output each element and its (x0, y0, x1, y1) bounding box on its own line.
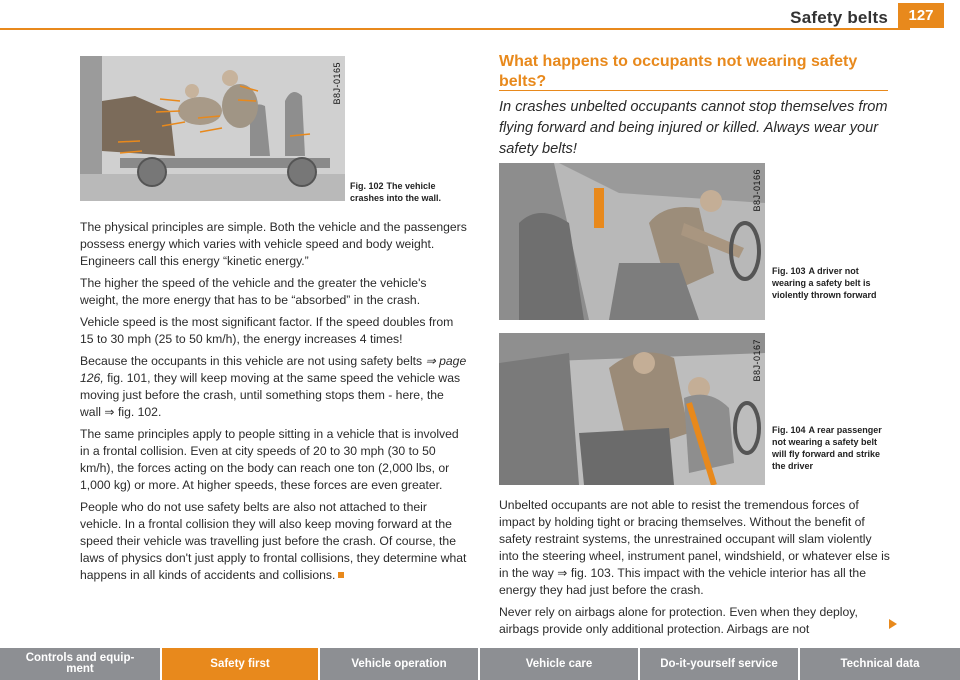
right-column (499, 497, 890, 643)
figure-104-caption (772, 424, 890, 472)
nav-tab-controls[interactable]: Controls and equip- ment (0, 648, 162, 680)
header-rule (0, 28, 910, 30)
unbelted-rear-passenger-illustration (499, 333, 765, 485)
paragraph (80, 499, 467, 584)
nav-tab-technical-data[interactable]: Technical data (800, 648, 960, 680)
paragraph: The higher the speed of the vehicle and the greater the vehicle's weight, the more energy that has to be “absorbed” in the crash. (80, 276, 427, 307)
figure-code: B8J-0166 (752, 169, 762, 212)
page-reference-link[interactable]: ⇒ page 126, (80, 354, 467, 385)
figure-102 (80, 56, 345, 201)
figure-103 (499, 163, 765, 320)
nav-tab-vehicle-care[interactable]: Vehicle care (480, 648, 640, 680)
caption-number: Fig. 103 (772, 266, 806, 276)
page-number: 127 (898, 3, 944, 28)
left-column (80, 219, 467, 589)
paragraph: Never rely on airbags alone for protection. Even when they deploy, airbags provide only additional protection. Airbags are not (499, 605, 858, 636)
caption-text: The vehicle crashes into the wall. (350, 181, 442, 203)
section-intro: In crashes unbelted occupants cannot stop themselves from flying forward and being injured or killed. Always wear your safety belts! (499, 99, 888, 157)
vehicle-crash-illustration (80, 56, 345, 201)
section-rule (499, 90, 888, 91)
caption-text: A driver not wearing a safety belt is violently thrown forward (772, 266, 877, 300)
paragraph: Vehicle speed is the most significant factor. If the speed doubles from 15 to 30 mph (25 to 50 km/h), the energy increases 4 times! (80, 315, 454, 346)
figure-code: B8J-0167 (752, 339, 762, 382)
paragraph-text: fig. 101, they will keep moving at the same speed the vehicle was moving just before the crash, until something stops them - here, the wall ⇒ fig. 102. (80, 371, 461, 419)
caption-number: Fig. 104 (772, 425, 806, 435)
figure-104 (499, 333, 765, 485)
paragraph (80, 353, 467, 421)
chapter-title: Safety belts (790, 8, 888, 27)
nav-tab-safety-first[interactable]: Safety first (162, 648, 320, 680)
figure-103-caption (772, 265, 890, 301)
unbelted-driver-illustration (499, 163, 765, 320)
figure-102-caption (350, 180, 465, 204)
paragraph: The same principles apply to people sitting in a vehicle that is involved in a frontal collision. Even at city speeds of 20 to 30 mph (30 to 50 km/h), the forces acting on the body can reach one ton (2,000 lbs, or 1,000 kg) or more. At higher speeds, these forces are even greater. (80, 427, 459, 492)
paragraph: Unbelted occupants are not able to resist the tremendous forces of impact by holding tight or bracing themselves. Without the benefit of safety restraint systems, the unrestrained occupant will slam violently into the steering wheel, instrument panel, windshield, or whatever else is in the way ⇒ fig. 103. This impact with the vehicle interior has all the energy they had just before the crash. (499, 498, 890, 597)
section-title: What happens to occupants not wearing safety belts? (499, 53, 858, 90)
footer-nav (0, 648, 960, 680)
paragraph-text: People who do not use safety belts are also not attached to their vehicle. In a frontal collision they will also keep moving forward at the speed their vehicle was travelling just before the crash. Of course, the laws of physics don't just apply to frontal collisions, they determine what happens in all kinds of accidents and collisions. (80, 500, 467, 582)
paragraph-text: Because the occupants in this vehicle are not using safety belts (80, 354, 423, 368)
end-of-section-marker (338, 572, 344, 578)
paragraph: The physical principles are simple. Both the vehicle and the passengers possess energy which varies with vehicle speed and body weight. Engineers call this energy “kinetic energy.” (80, 220, 467, 268)
continued-arrow-icon (889, 619, 897, 629)
nav-tab-vehicle-operation[interactable]: Vehicle operation (320, 648, 480, 680)
nav-tab-diy-service[interactable]: Do-it-yourself service (640, 648, 800, 680)
figure-code: B8J-0165 (332, 62, 342, 105)
caption-number: Fig. 102 (350, 181, 384, 191)
caption-text: A rear passenger not wearing a safety belt will fly forward and strike the driver (772, 425, 882, 471)
